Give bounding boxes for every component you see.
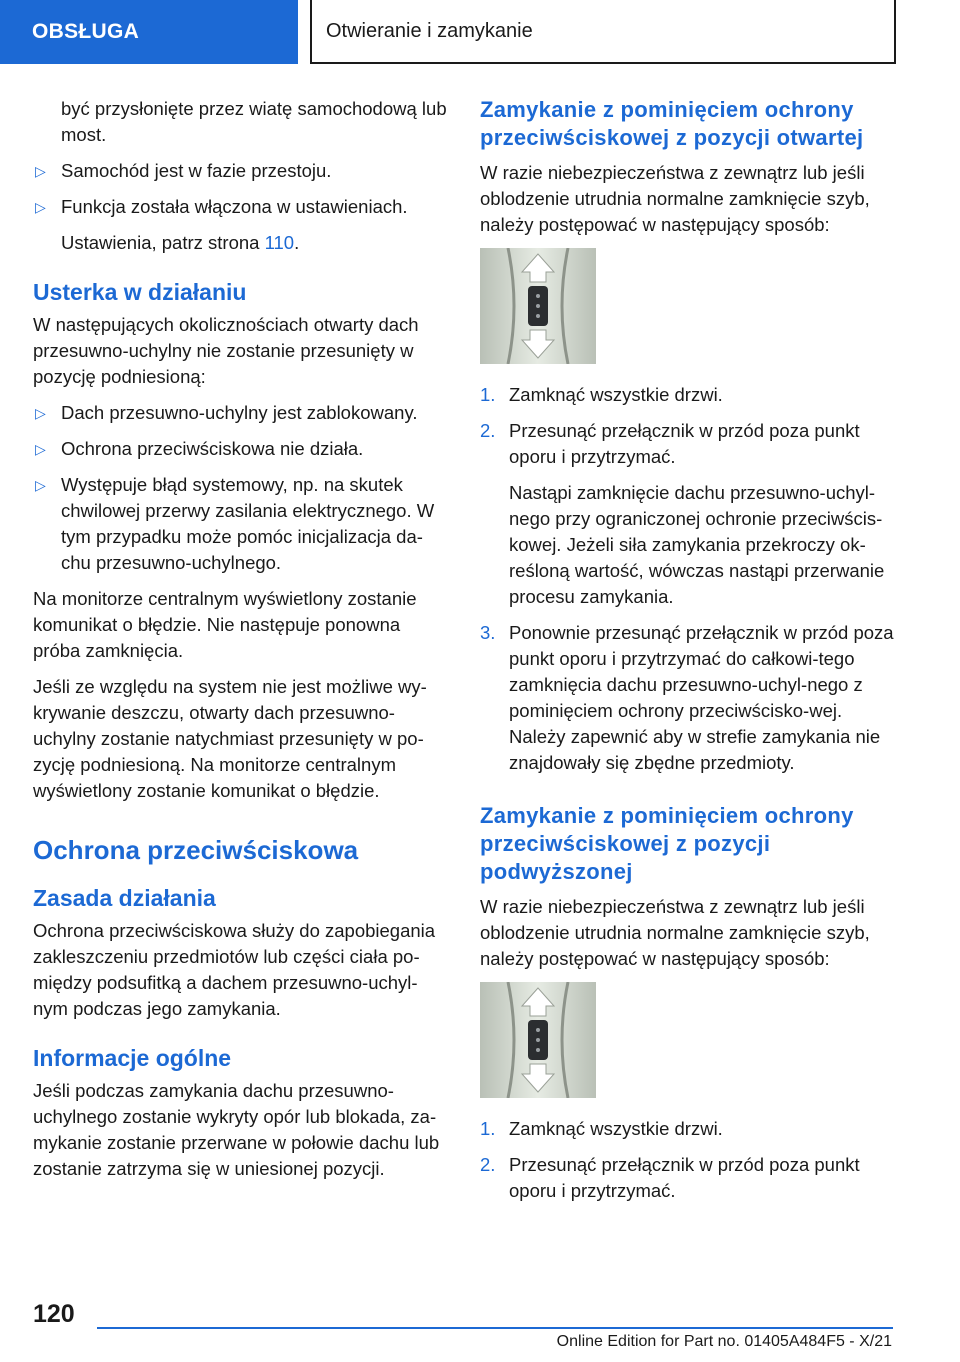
step-item: 2. Przesunąć przełącznik w przód poza punkt oporu i przytrzymać. bbox=[480, 1154, 860, 1201]
list-item: ▷ Ochrona przeciwściskowa nie działa. bbox=[33, 436, 448, 462]
page-link[interactable]: 110 bbox=[264, 232, 295, 253]
step-note: Nastąpi zamknięcie dachu przesuwno-uchyl-nego przy ograniczonej ochronie przeciwścis-kowej. Jeżeli siła zamykania przekroczy ok-reśloną wartość, wówczas nastąpi przerwanie procesu zamykania. bbox=[509, 482, 885, 607]
fault-paragraph-1: Na monitorze centralnym wyświetlony zostanie komunikat o błędzie. Nie następuje ponowna próba zamknięcia. bbox=[33, 588, 417, 661]
left-column bbox=[33, 96, 448, 1192]
open-close-heading: Zamykanie z pominięciem ochrony przeciwściskowej z pozycji otwartej bbox=[480, 97, 864, 150]
fault-paragraph-2: Jeśli ze względu na system nie jest możliwe wy-krywanie deszczu, otwarty dach przesuwno-uchylny zostanie natychmiast przesunięty w po-zycję podniesioną. Na monitorze centralnym wyświetlony zostanie komunikat o błędzie. bbox=[33, 676, 427, 801]
triangle-bullet-icon: ▷ bbox=[35, 477, 46, 493]
triangle-bullet-icon: ▷ bbox=[35, 441, 46, 457]
list-item: ▷ Samochód jest w fazie przestoju. bbox=[33, 158, 448, 184]
footer-divider bbox=[97, 1327, 893, 1329]
edition-note: Online Edition for Part no. 01405A484F5 - X/21 bbox=[556, 1333, 892, 1350]
settings-reference: Ustawienia, patrz strona 110. bbox=[61, 232, 300, 253]
raised-close-intro: W razie niebezpieczeństwa z zewnątrz lub jeśli oblodzenie utrudnia normalne zamknięcie szyb, należy postępować w następujący sposób: bbox=[480, 896, 870, 969]
list-item: ▷ Funkcja została włączona w ustawieniach. bbox=[33, 194, 448, 220]
principle-text: Ochrona przeciwściskowa służy do zapobiegania zakleszczeniu przedmiotów lub części ciała po-między podsufitką a dachem przesuwno-uchyl-nym podczas jego zamykania. bbox=[33, 920, 436, 1019]
chapter-title: Otwieranie i zamykanie bbox=[310, 0, 896, 64]
roof-switch-figure bbox=[480, 248, 596, 364]
page-number: 120 bbox=[33, 1300, 75, 1328]
continued-text: być przysłonięte przez wiatę samochodową lub most. bbox=[61, 98, 447, 145]
section-tab: OBSŁUGA bbox=[0, 0, 298, 64]
step-item: 1. Zamknąć wszystkie drzwi. bbox=[480, 1118, 723, 1139]
fault-intro: W następujących okolicznościach otwarty dach przesuwno-uchylny nie zostanie przesunięty w pozycję podniesioną: bbox=[33, 314, 419, 387]
right-column bbox=[480, 96, 900, 1214]
general-text: Jeśli podczas zamykania dachu przesuwno-uchylnego zostanie wykryty opór lub blokada, za-mykanie zostanie przerwane w połowie dachu lub zostanie zatrzyma się w uniesionej pozycji. bbox=[33, 1080, 440, 1179]
step-item: 3. Ponownie przesunąć przełącznik w przód poza punkt oporu i przytrzymać do całkowi-tego zamknięcia dachu przesuwno-uchyl-nego z pominięciem ochrony przeciwścisko-wej. Należy zapewnić aby w strefie zamykania nie znajdowały się zbędne przedmioty. bbox=[480, 622, 894, 773]
open-close-intro: W razie niebezpieczeństwa z zewnątrz lub jeśli oblodzenie utrudnia normalne zamknięcie szyb, należy postępować w następujący sposób: bbox=[480, 162, 870, 235]
list-item: ▷ Występuje błąd systemowy, np. na skutek chwilowej przerwy zasilania elektrycznego. W tym przypadku może pomóc inicjalizacja da-chu przesuwno-uchylnego. bbox=[35, 474, 435, 573]
protection-heading: Ochrona przeciwściskowa bbox=[33, 835, 359, 865]
roof-switch-figure bbox=[480, 982, 596, 1098]
triangle-bullet-icon: ▷ bbox=[35, 199, 46, 215]
triangle-bullet-icon: ▷ bbox=[35, 405, 46, 421]
triangle-bullet-icon: ▷ bbox=[35, 163, 46, 179]
step-item: 1. Zamknąć wszystkie drzwi. bbox=[480, 384, 723, 405]
raised-close-heading: Zamykanie z pominięciem ochrony przeciwściskowej z pozycji podwyższonej bbox=[480, 803, 854, 884]
principle-heading: Zasada działania bbox=[33, 885, 216, 911]
general-heading: Informacje ogólne bbox=[33, 1045, 232, 1071]
list-item: ▷ Dach przesuwno-uchylny jest zablokowany. bbox=[33, 400, 448, 426]
fault-heading: Usterka w działaniu bbox=[33, 279, 247, 305]
step-item: 2. Przesunąć przełącznik w przód poza punkt oporu i przytrzymać. bbox=[480, 420, 860, 467]
